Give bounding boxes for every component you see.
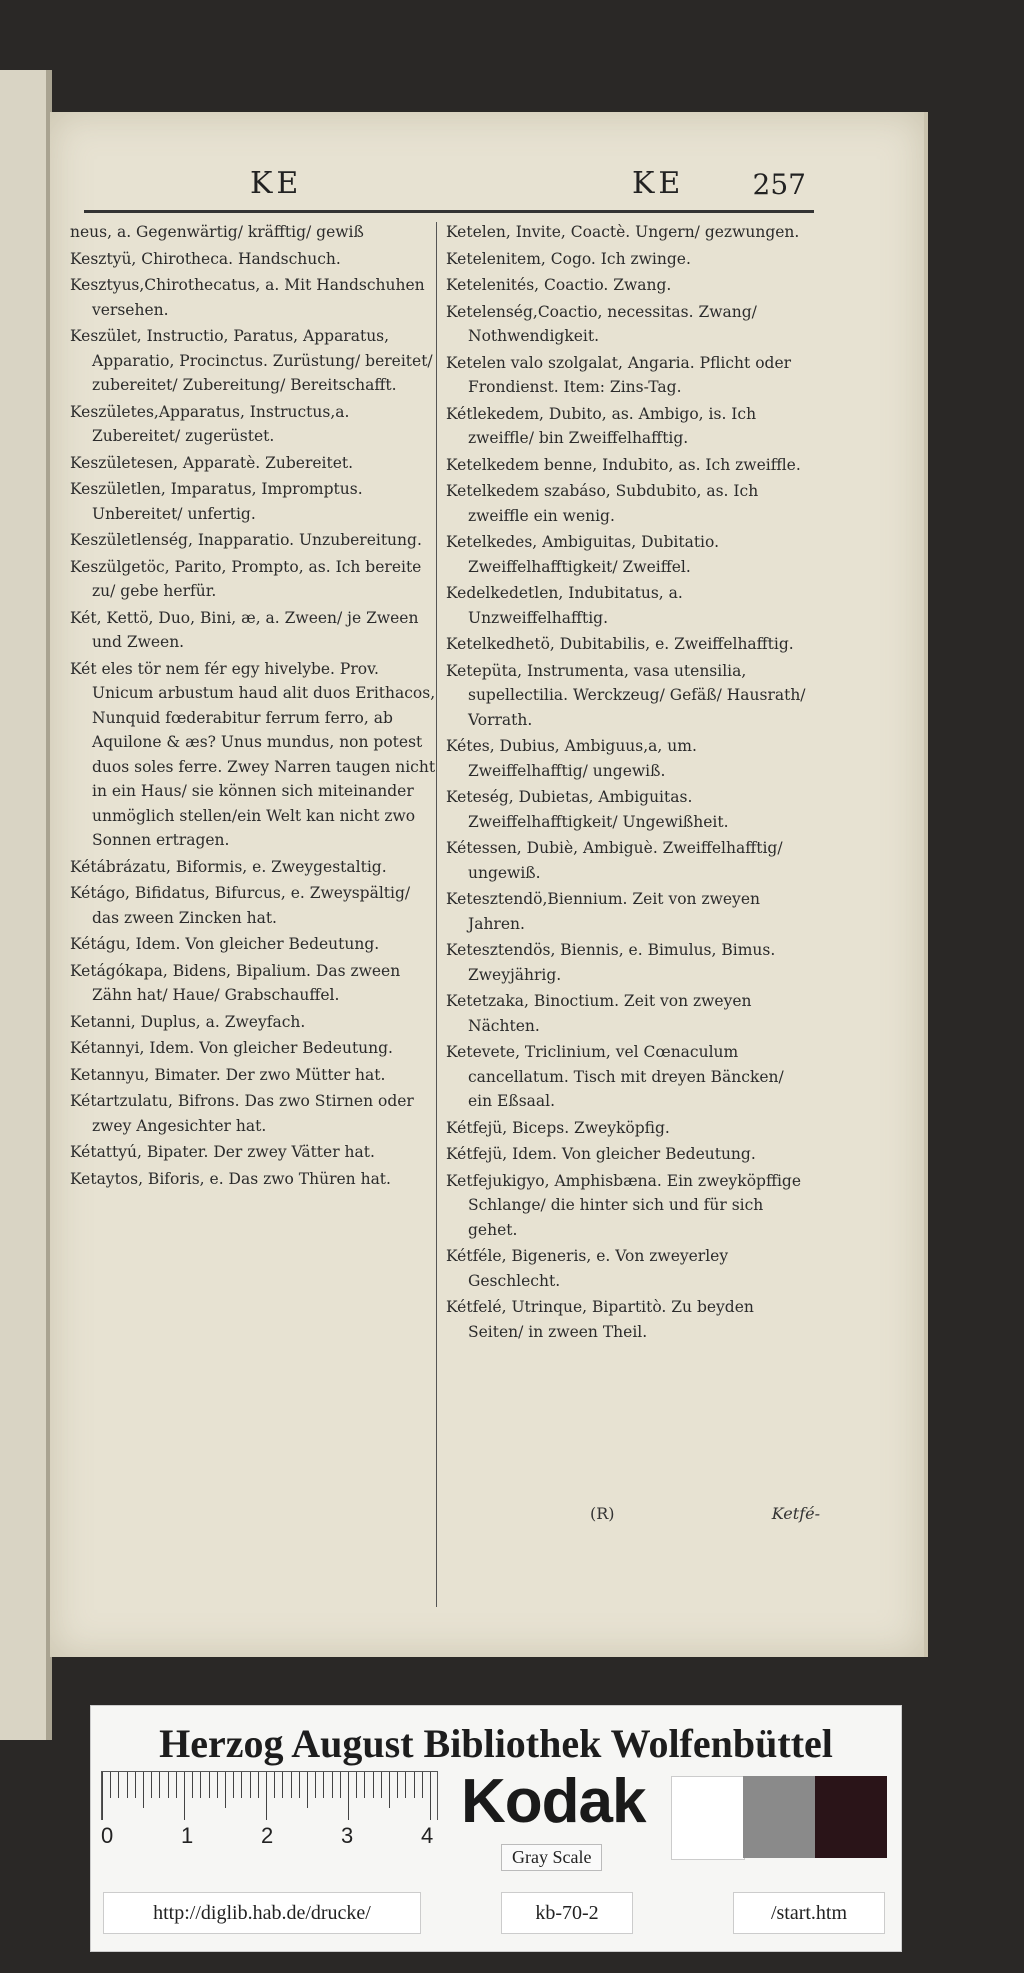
ruler-tick bbox=[192, 1772, 193, 1798]
dictionary-entry: Keszületesen, Apparatè. Zubereitet. bbox=[70, 453, 354, 472]
ruler-tick bbox=[299, 1772, 300, 1798]
shelfmark-label: kb-70-2 bbox=[501, 1892, 633, 1934]
page-footer bbox=[480, 1504, 820, 1534]
dictionary-entry: Ketelkedem benne, Indubito, as. Ich zweiffle. bbox=[446, 455, 801, 474]
ruler-tick bbox=[151, 1772, 152, 1798]
ruler-ticks bbox=[101, 1771, 438, 1820]
ruler-tick bbox=[414, 1772, 415, 1798]
dictionary-entry: Kétágo, Bifidatus, Bifurcus, e. Zweyspältig/ das zween Zincken hat. bbox=[70, 884, 411, 927]
ruler-tick bbox=[143, 1772, 144, 1808]
gray-swatch-white bbox=[671, 1776, 745, 1860]
dictionary-entry: Ketepüta, Instrumenta, vasa utensilia, supellectilia. Werckzeug/ Gefäß/ Hausrath/ Vorrath. bbox=[446, 661, 806, 729]
dictionary-entry: Keszülgetöc, Parito, Prompto, as. Ich bereite zu/ gebe herfür. bbox=[70, 557, 422, 600]
dictionary-entry: Keszületes,Apparatus, Instructus,a. Zubereitet/ zugerüstet. bbox=[70, 402, 350, 445]
dictionary-entry: Ketelenités, Coactio. Zwang. bbox=[446, 276, 672, 294]
dictionary-entry: Ketesztendös, Biennis, e. Bimulus, Bimus. Zweyjährig. bbox=[446, 941, 776, 984]
ruler-tick bbox=[307, 1772, 308, 1808]
ruler-number: 1 bbox=[181, 1823, 194, 1848]
ruler-tick bbox=[209, 1772, 210, 1798]
dictionary-entry: Kétartzulatu, Bifrons. Das zwo Stirnen oder zwey Angesichter hat. bbox=[70, 1092, 414, 1135]
dictionary-entry: Keszület, Instructio, Paratus, Apparatus, Apparatio, Procinctus. Zurüstung/ bereitet/ zubereitet/ Zubereitung/ Bereitschafft. bbox=[70, 327, 433, 394]
ruler-tick bbox=[241, 1772, 242, 1798]
ruler-tick bbox=[340, 1772, 341, 1798]
ruler-tick bbox=[118, 1772, 119, 1798]
gray-scale-label: Gray Scale bbox=[501, 1844, 602, 1871]
ruler-tick bbox=[184, 1772, 185, 1820]
ruler-tick bbox=[135, 1772, 136, 1798]
column-divider bbox=[436, 222, 437, 1607]
ruler-tick bbox=[266, 1772, 267, 1820]
url-label: http://diglib.hab.de/drucke/ bbox=[103, 1892, 421, 1934]
gray-swatch-mid bbox=[743, 1776, 815, 1858]
adjacent-page-edge bbox=[0, 70, 52, 1740]
right-column bbox=[446, 220, 812, 1346]
dictionary-entry: Ketevete, Triclinium, vel Cœnaculum cancellatum. Tisch mit dreyen Bäncken/ ein Eßsaal. bbox=[446, 1043, 784, 1110]
ruler-tick bbox=[405, 1772, 406, 1798]
dictionary-entry: Kesztyus,Chirothecatus, a. Mit Handschuhen versehen. bbox=[70, 276, 425, 319]
ruler-number: 0 bbox=[101, 1823, 114, 1848]
signature-mark: (R) bbox=[590, 1504, 615, 1523]
dictionary-entry: Keszületlenség, Inapparatio. Unzubereitung. bbox=[70, 531, 422, 549]
dictionary-entry: Kétágu, Idem. Von gleicher Bedeutung. bbox=[70, 935, 380, 953]
ruler-tick bbox=[282, 1772, 283, 1798]
ruler-tick bbox=[102, 1772, 103, 1820]
book-page bbox=[50, 112, 928, 1657]
ruler-tick bbox=[430, 1772, 431, 1820]
dictionary-entry: Ketelkedhetö, Dubitabilis, e. Zweiffelhafftig. bbox=[446, 635, 794, 653]
ruler-tick bbox=[381, 1772, 382, 1798]
ruler-tick bbox=[225, 1772, 226, 1808]
url-suffix-label: /start.htm bbox=[733, 1892, 885, 1934]
dictionary-entry: Ketannyu, Bimater. Der zwo Mütter hat. bbox=[70, 1065, 386, 1084]
dictionary-entry: Kétessen, Dubiè, Ambiguè. Zweiffelhafftig/ ungewiß. bbox=[446, 839, 783, 882]
dictionary-entry: Ketetzaka, Binoctium. Zeit von zweyen Nächten. bbox=[446, 992, 752, 1035]
dictionary-entry: Ketaytos, Biforis, e. Das zwo Thüren hat. bbox=[70, 1169, 391, 1188]
dictionary-entry: Kétes, Dubius, Ambiguus,a, um. Zweiffelhafftig/ ungewiß. bbox=[446, 737, 697, 780]
dictionary-entry: Ketágókapa, Bidens, Bipalium. Das zween Zähn hat/ Haue/ Grabschauffel. bbox=[70, 961, 401, 1004]
page-number: 257 bbox=[752, 168, 806, 201]
ruler-tick bbox=[258, 1772, 259, 1798]
ruler-tick bbox=[373, 1772, 374, 1798]
dictionary-entry: neus, a. Gegenwärtig/ kräfftig/ gewiß bbox=[70, 223, 364, 241]
dictionary-entry: Kétfelé, Utrinque, Bipartitò. Zu beyden Seiten/ in zween Theil. bbox=[446, 1298, 754, 1341]
running-head-center: KE bbox=[632, 166, 685, 201]
ruler-tick bbox=[291, 1772, 292, 1798]
ruler-tick bbox=[364, 1772, 365, 1798]
dictionary-entry: Két eles tör nem fér egy hivelybe. Prov. Unicum arbustum haud alit duos Erithacos, Nunquid fœderabitur ferrum ferro, ab Aquilone & æs? Unus mundus, non potest duos soles ferre. Zwey Narren taugen nicht in ein Haus/ sie können sich miteinander unmöglich stellen/ein Welt kan nicht zwo Sonnen ertragen. bbox=[70, 659, 436, 849]
library-title: Herzog August Bibliothek Wolfenbüttel bbox=[159, 1721, 833, 1766]
scale-ruler bbox=[101, 1771, 441, 1851]
dictionary-entry: Ketelenség,Coactio, necessitas. Zwang/ Nothwendigkeit. bbox=[446, 302, 757, 345]
dictionary-entry: Keteség, Dubietas, Ambiguitas. Zweiffelhafftigkeit/ Ungewißheit. bbox=[446, 788, 729, 831]
ruler-tick bbox=[397, 1772, 398, 1798]
ruler-number: 4 bbox=[421, 1823, 434, 1848]
dictionary-entry: Ketelkedem szabáso, Subdubito, as. Ich zweiffle ein wenig. bbox=[446, 482, 759, 525]
ruler-tick bbox=[168, 1772, 169, 1798]
dictionary-entry: Keszületlen, Imparatus, Impromptus. Unbereitet/ unfertig. bbox=[70, 480, 363, 523]
dictionary-entry: Kétattyú, Bipater. Der zwey Vätter hat. bbox=[70, 1143, 375, 1161]
ruler-number: 3 bbox=[341, 1823, 354, 1848]
dictionary-entry: Ketfejukigyo, Amphisbæna. Ein zweyköpffige Schlange/ die hinter sich und für sich gehet. bbox=[446, 1171, 802, 1239]
dictionary-entry: Ketelenitem, Cogo. Ich zwinge. bbox=[446, 249, 691, 268]
ruler-tick bbox=[250, 1772, 251, 1798]
ruler-tick bbox=[200, 1772, 201, 1798]
ruler-tick bbox=[389, 1772, 390, 1808]
header-rule bbox=[84, 210, 814, 213]
ruler-tick bbox=[422, 1772, 423, 1798]
dictionary-entry: Ketanni, Duplus, a. Zweyfach. bbox=[70, 1012, 306, 1031]
dictionary-entry: Kétlekedem, Dubito, as. Ambigo, is. Ich zweiffle/ bin Zweiffelhafftig. bbox=[446, 404, 757, 447]
ruler-tick bbox=[323, 1772, 324, 1798]
scan-target-card bbox=[90, 1705, 902, 1952]
dictionary-entry: Ketelkedes, Ambiguitas, Dubitatio. Zweiffelhafftigkeit/ Zweiffel. bbox=[446, 533, 720, 576]
dictionary-entry: Ketelen valo szolgalat, Angaria. Pflicht oder Frondienst. Item: Zins-Tag. bbox=[446, 353, 792, 396]
left-column bbox=[70, 220, 440, 1193]
ruler-tick bbox=[159, 1772, 160, 1798]
dictionary-entry: Ketesztendö,Biennium. Zeit von zweyen Jahren. bbox=[446, 890, 760, 933]
ruler-tick bbox=[356, 1772, 357, 1798]
dictionary-entry: Kétábrázatu, Biformis, e. Zweygestaltig. bbox=[70, 857, 387, 876]
ruler-tick bbox=[110, 1772, 111, 1798]
dictionary-entry: Kétannyi, Idem. Von gleicher Bedeutung. bbox=[70, 1039, 393, 1057]
dictionary-entry: Ketelen, Invite, Coactè. Ungern/ gezwungen. bbox=[446, 223, 800, 241]
dictionary-entry: Kétfejü, Biceps. Zweyköpfig. bbox=[446, 1118, 670, 1137]
dictionary-entry: Két, Kettö, Duo, Bini, æ, a. Zween/ je Zween und Zween. bbox=[70, 608, 419, 651]
dictionary-entry: Kétféle, Bigeneris, e. Von zweyerley Geschlecht. bbox=[446, 1247, 729, 1290]
dictionary-entry: Kesztyü, Chirotheca. Handschuch. bbox=[70, 249, 341, 268]
dictionary-entry: Kétfejü, Idem. Von gleicher Bedeutung. bbox=[446, 1145, 756, 1163]
ruler-tick bbox=[217, 1772, 218, 1798]
dictionary-entry: Kedelkedetlen, Indubitatus, a. Unzweiffelhafftig. bbox=[446, 584, 683, 627]
ruler-tick bbox=[176, 1772, 177, 1798]
gray-swatch-dark bbox=[815, 1776, 887, 1858]
ruler-tick bbox=[127, 1772, 128, 1798]
ruler-tick bbox=[315, 1772, 316, 1798]
running-head-left: KE bbox=[250, 166, 303, 201]
ruler-tick bbox=[233, 1772, 234, 1798]
running-head bbox=[80, 166, 814, 216]
kodak-logo: Kodak bbox=[461, 1767, 646, 1836]
catchword: Ketfé- bbox=[771, 1504, 820, 1523]
ruler-tick bbox=[332, 1772, 333, 1798]
ruler-number: 2 bbox=[261, 1823, 274, 1848]
ruler-tick bbox=[348, 1772, 349, 1820]
ruler-tick bbox=[274, 1772, 275, 1798]
